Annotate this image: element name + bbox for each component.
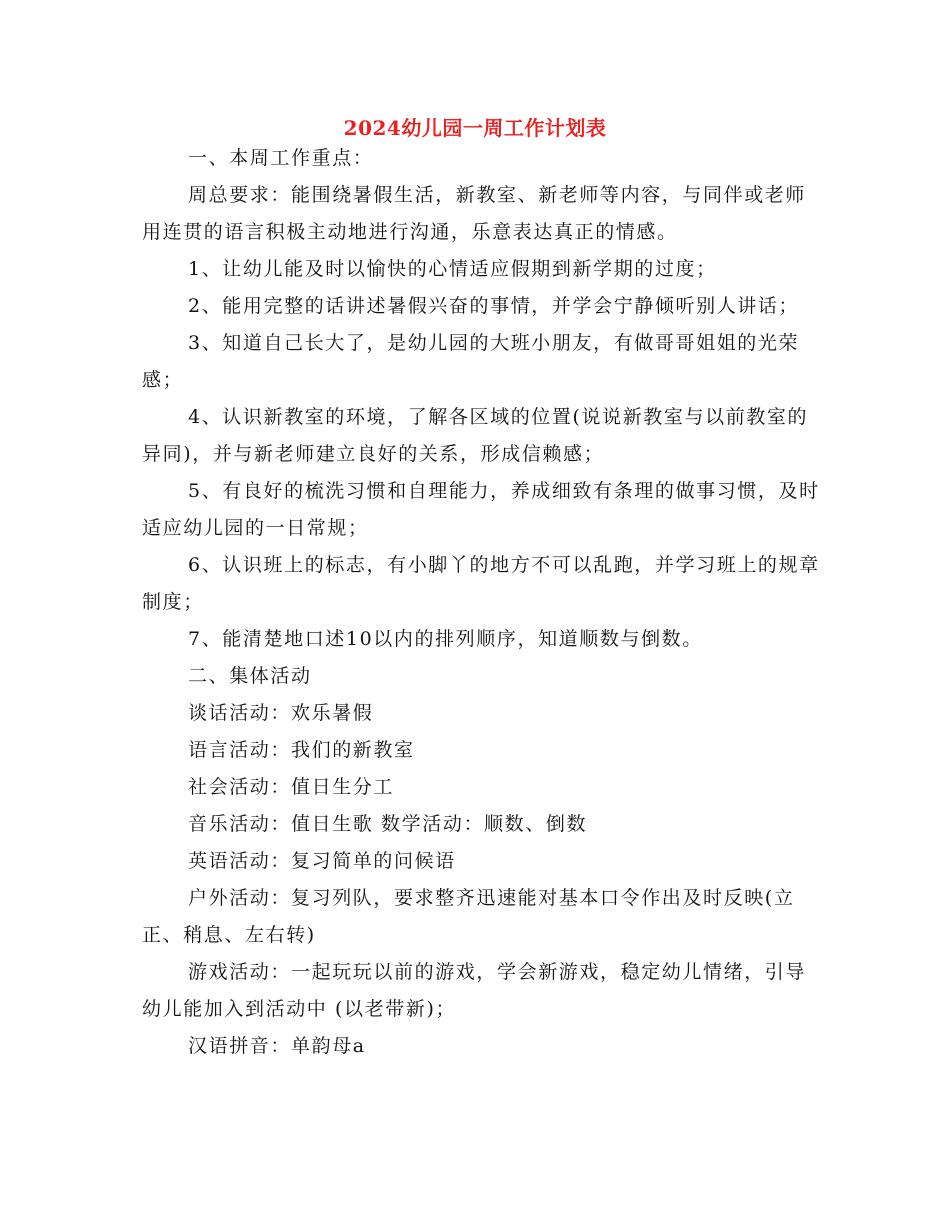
document-title: 2024幼儿园一周工作计划表 [343, 116, 607, 140]
document-body [142, 140, 822, 1065]
activity-game: 游戏活动：一起玩玩以前的游戏，学会新游戏，稳定幼儿情绪，引导幼儿能加入到活动中 (以老带新)； [142, 961, 807, 1020]
activity-english: 英语活动：复习简单的问候语 [188, 850, 456, 872]
activity-social: 社会活动：值日生分工 [188, 776, 395, 798]
activity-music-math: 音乐活动：值日生歌 数学活动：顺数、倒数 [188, 813, 588, 835]
goal-item-2: 2、能用完整的话讲述暑假兴奋的事情，并学会宁静倾听别人讲话； [188, 295, 800, 317]
goal-item-7: 7、能清楚地口述10以内的排列顺序，知道顺数与倒数。 [188, 628, 703, 650]
activity-language: 语言活动：我们的新教室 [188, 739, 415, 761]
goal-item-1: 1、让幼儿能及时以愉快的心情适应假期到新学期的过度； [188, 258, 717, 280]
weekly-requirement-paragraph: 周总要求：能围绕暑假生活，新教室、新老师等内容，与同伴或老师用连贯的语言积极主动地进行沟通，乐意表达真正的情感。 [142, 184, 807, 243]
goal-item-3: 3、知道自己长大了，是幼儿园的大班小朋友，有做哥哥姐姐的光荣感； [142, 332, 800, 391]
activity-outdoor: 户外活动：复习列队，要求整齐迅速能对基本口令作出及时反映(立正、稍息、左右转) [142, 887, 795, 946]
goal-item-4: 4、认识新教室的环境，了解各区域的位置(说说新教室与以前教室的异同)，并与新老师建立良好的关系，形成信赖感； [142, 406, 809, 465]
goal-item-6: 6、认识班上的标志，有小脚丫的地方不可以乱跑，并学习班上的规章制度； [142, 554, 820, 613]
activity-pinyin: 汉语拼音：单韵母a [188, 1035, 366, 1057]
section-heading-activities: 二、集体活动 [188, 665, 312, 687]
goal-item-5: 5、有良好的梳洗习惯和自理能力，养成细致有条理的做事习惯，及时适应幼儿园的一日常规； [142, 480, 820, 539]
section-heading-focus: 一、本周工作重点： [188, 147, 374, 169]
activity-talk: 谈话活动：欢乐暑假 [188, 702, 374, 724]
